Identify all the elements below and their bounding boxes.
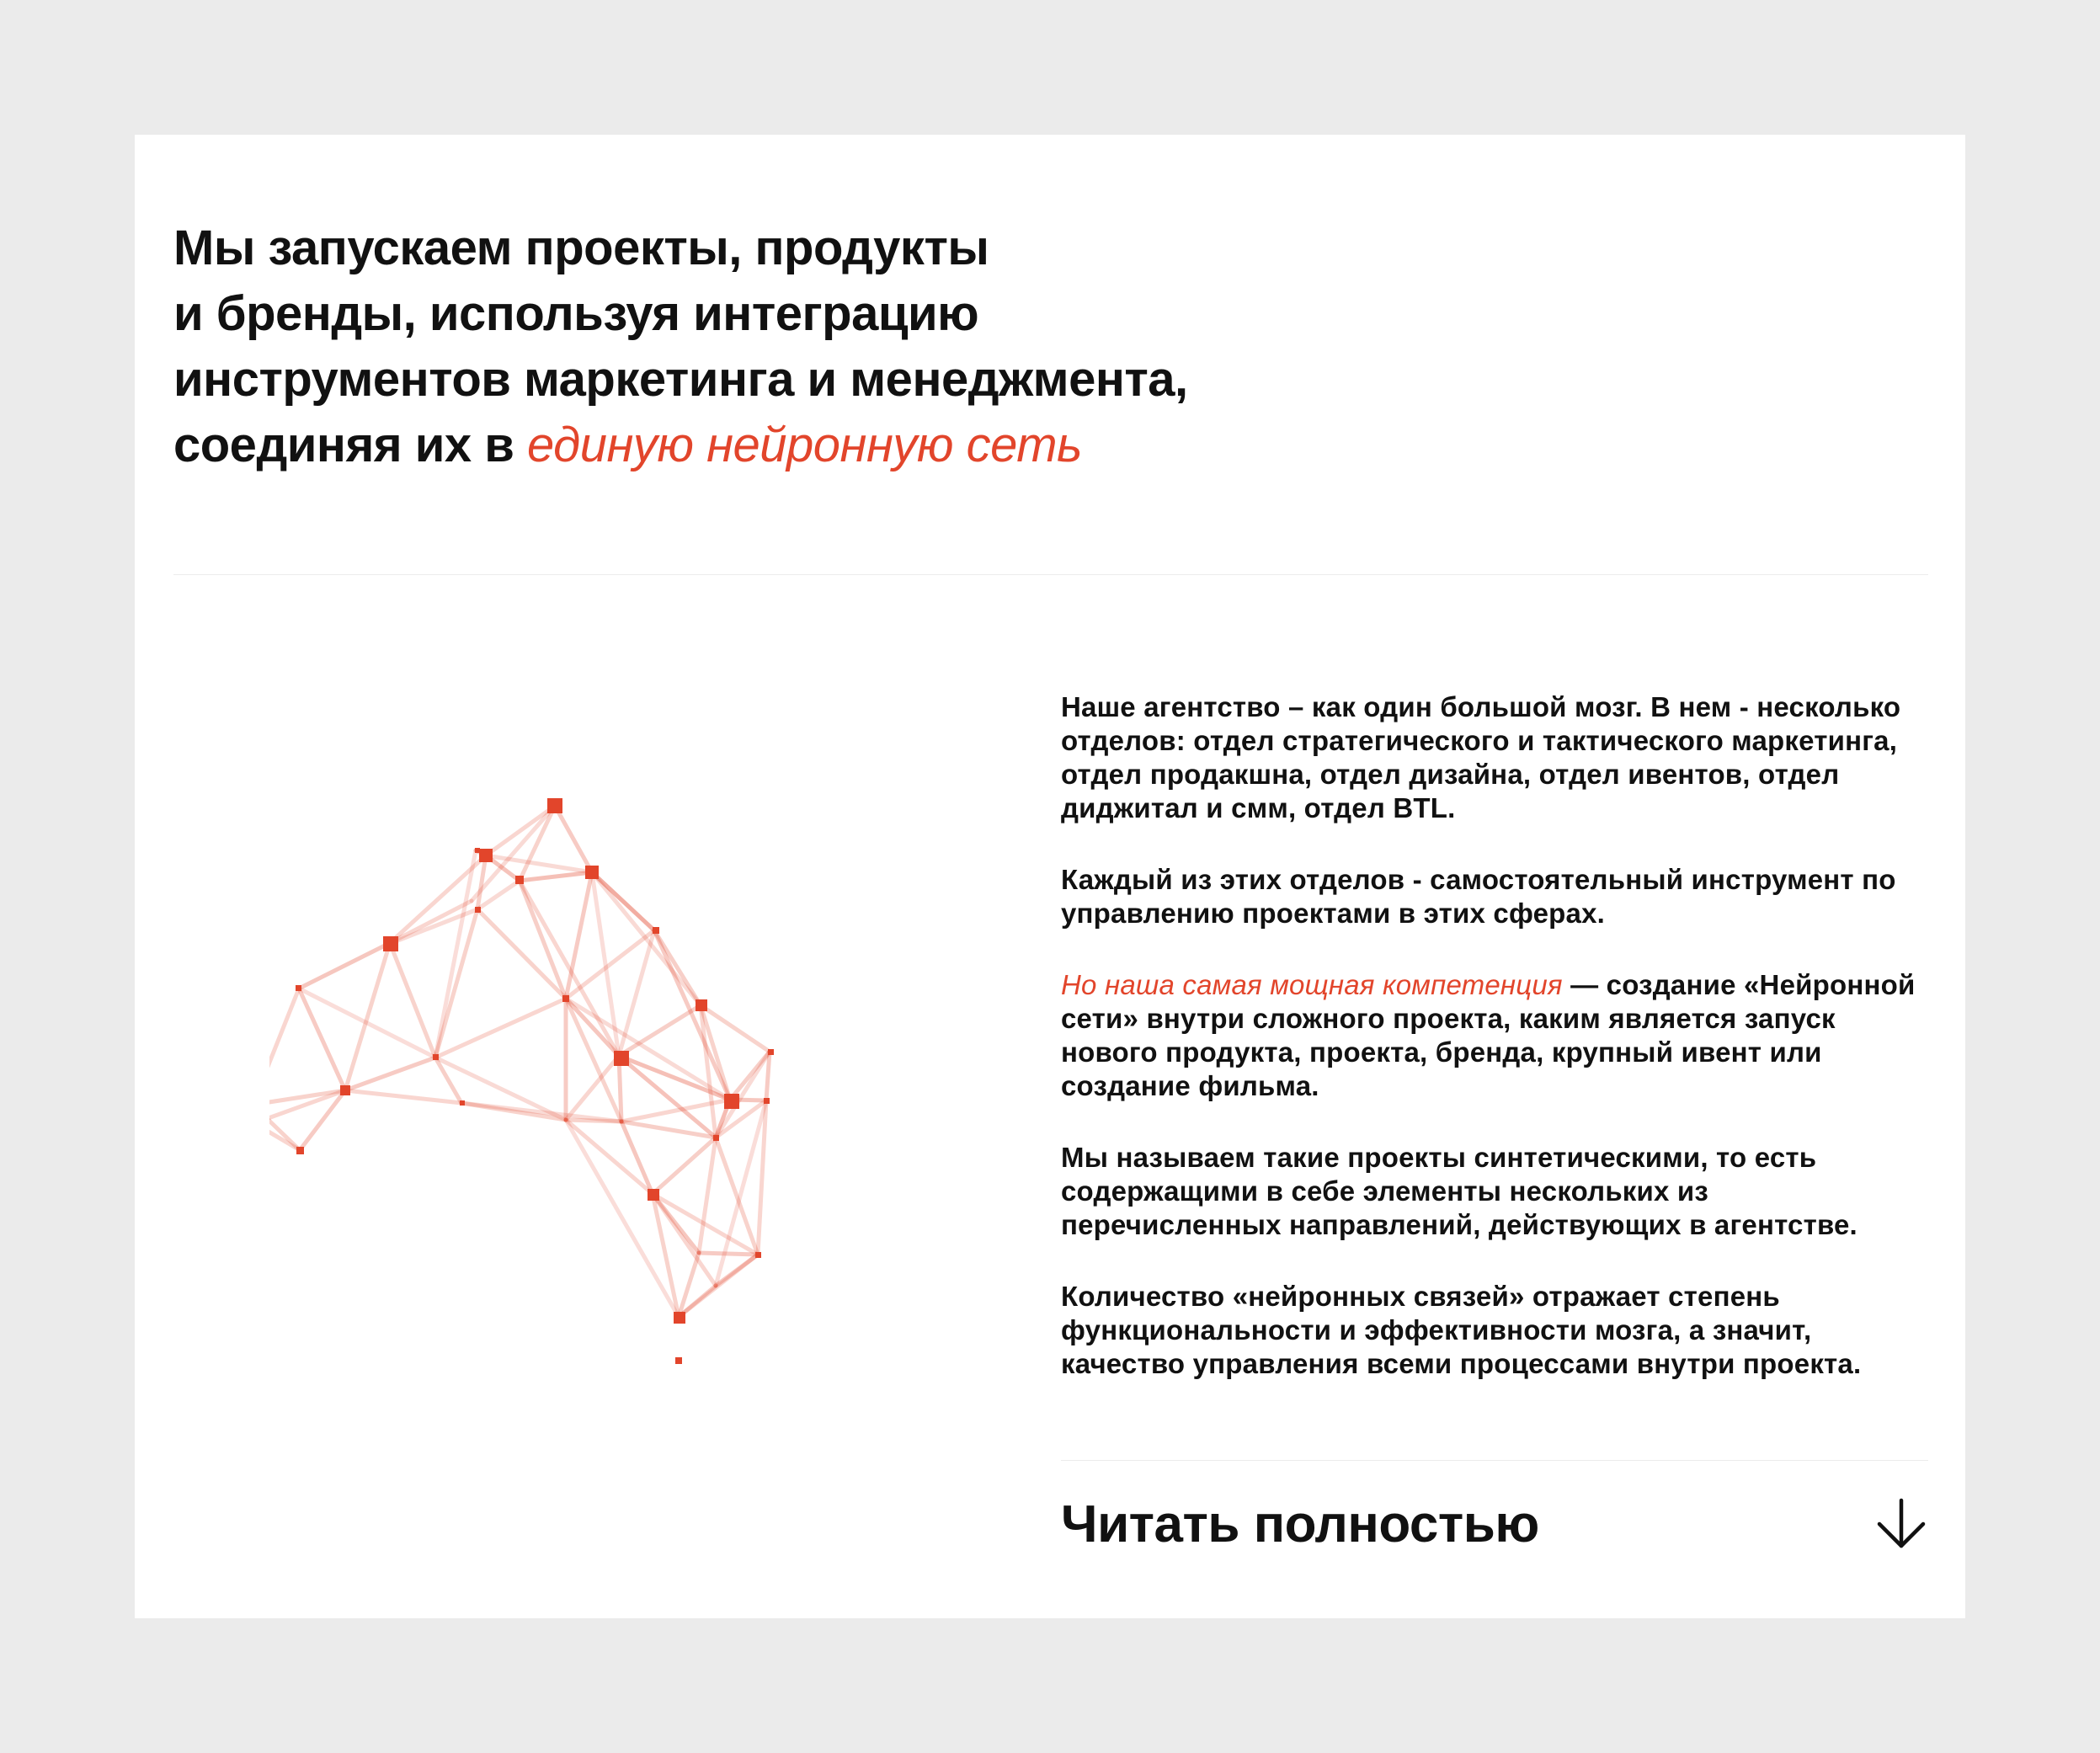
divider (173, 574, 1928, 575)
read-more-label: Читать полностью (1061, 1495, 1539, 1553)
paragraph-3-accent: Но наша самая мощная компетенция (1061, 969, 1563, 1000)
headline-line-4 (173, 413, 1436, 478)
headline-line-4-prefix: соединяя их в (173, 418, 528, 472)
paragraph-3-rest: — создание «Нейронной сети» внутри сложного проекта, каким является запуск нового продукта, проекта, бренда, крупный ивент или создание фильма. (1061, 969, 1916, 1101)
paragraph-4: Мы называем такие проекты синтетическими, то есть содержащими в себе элементы нескольких из перечисленных направлений, действующих в агентстве. (1061, 1142, 1857, 1240)
paragraph-5: Количество «нейронных связей» отражает степень функциональности и эффективности мозга, а значит, качество управления всеми процессами внутри проекта. (1061, 1281, 1862, 1379)
neural-network-icon (269, 783, 825, 1389)
headline-line-2: и бренды, используя интеграцию (173, 286, 979, 341)
paragraph-3 (1061, 968, 1937, 1103)
paragraph-1: Наше агентство – как один большой мозг. В нем - несколько отделов: отдел стратегического и тактического маркетинга, отдел продакшна, отдел дизайна, отдел ивентов, отдел диджитал и смм, отдел BTL. (1061, 691, 1901, 823)
headline-line-1: Мы запускаем проекты, продукты (173, 221, 989, 275)
divider (1061, 1460, 1928, 1461)
read-more-button[interactable] (1061, 1482, 1928, 1566)
content-card (135, 135, 1965, 1618)
headline-accent: единую нейронную сеть (527, 418, 1083, 472)
arrow-down-icon (1874, 1497, 1928, 1551)
body-text (1061, 690, 1937, 1419)
headline-line-3: инструментов маркетинга и менеджмента, (173, 352, 1188, 407)
headline (173, 216, 1436, 478)
paragraph-2: Каждый из этих отделов - самостоятельный инструмент по управлению проектами в этих сферах. (1061, 864, 1896, 929)
